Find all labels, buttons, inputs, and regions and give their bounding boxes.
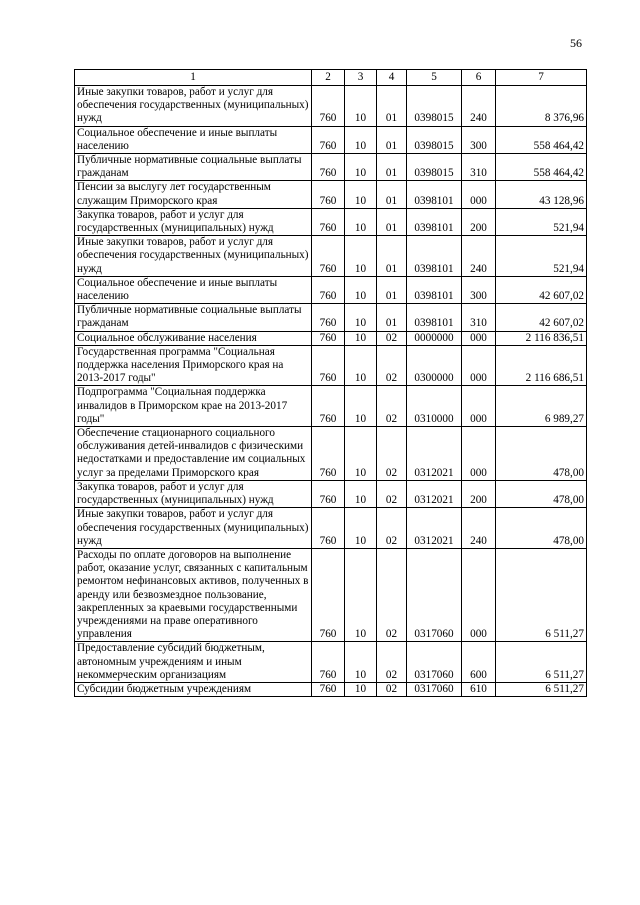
- table-row: [75, 548, 587, 641]
- row-code-6: 000: [462, 331, 496, 345]
- table-row: [75, 480, 587, 507]
- row-name: Социальное обслуживание населения: [75, 331, 312, 345]
- row-code-3: 10: [345, 480, 377, 507]
- table-row: [75, 386, 587, 427]
- header-col-2: 2: [312, 70, 345, 86]
- row-name: Закупка товаров, работ и услуг для государственных (муниципальных) нужд: [75, 208, 312, 235]
- header-col-6: 6: [462, 70, 496, 86]
- table-row: [75, 642, 587, 683]
- row-code-3: 10: [345, 304, 377, 331]
- row-code-6: 310: [462, 154, 496, 181]
- row-code-2: 760: [312, 304, 345, 331]
- row-code-2: 760: [312, 480, 345, 507]
- row-code-6: 240: [462, 508, 496, 549]
- row-code-5: 0310000: [407, 386, 462, 427]
- header-col-4: 4: [377, 70, 407, 86]
- row-code-3: 10: [345, 331, 377, 345]
- row-code-3: 10: [345, 236, 377, 277]
- row-code-2: 760: [312, 126, 345, 153]
- row-code-5: 0317060: [407, 682, 462, 696]
- row-amount: 478,00: [496, 427, 587, 481]
- row-amount: 521,94: [496, 236, 587, 277]
- row-amount: 558 464,42: [496, 154, 587, 181]
- row-code-3: 10: [345, 508, 377, 549]
- row-amount: 6 511,27: [496, 642, 587, 683]
- row-code-6: 000: [462, 427, 496, 481]
- table-row: [75, 181, 587, 208]
- row-amount: 2 116 686,51: [496, 345, 587, 386]
- row-code-5: 0398015: [407, 86, 462, 127]
- row-code-4: 02: [377, 642, 407, 683]
- row-name: Публичные нормативные социальные выплаты гражданам: [75, 304, 312, 331]
- table-row: [75, 427, 587, 481]
- row-code-3: 10: [345, 345, 377, 386]
- header-col-3: 3: [345, 70, 377, 86]
- row-name: Закупка товаров, работ и услуг для государственных (муниципальных) нужд: [75, 480, 312, 507]
- row-name: Расходы по оплате договоров на выполнение работ, оказание услуг, связанных с капитальным ремонтом нефинансовых активов, полученных в аренду или безвозмездное пользование, закрепленных за краевыми государственными учреждениями на праве оперативного управления: [75, 548, 312, 641]
- table-row: [75, 86, 587, 127]
- row-amount: 8 376,96: [496, 86, 587, 127]
- row-code-4: 02: [377, 508, 407, 549]
- row-code-2: 760: [312, 181, 345, 208]
- row-name: Иные закупки товаров, работ и услуг для обеспечения государственных (муниципальных) нужд: [75, 86, 312, 127]
- row-code-4: 02: [377, 548, 407, 641]
- row-code-2: 760: [312, 508, 345, 549]
- row-name: Подпрограмма "Социальная поддержка инвалидов в Приморском крае на 2013-2017 годы": [75, 386, 312, 427]
- row-code-6: 000: [462, 386, 496, 427]
- row-code-2: 760: [312, 208, 345, 235]
- row-code-2: 760: [312, 276, 345, 303]
- row-code-4: 01: [377, 304, 407, 331]
- row-code-4: 02: [377, 386, 407, 427]
- row-code-3: 10: [345, 386, 377, 427]
- row-code-3: 10: [345, 682, 377, 696]
- table-row: [75, 126, 587, 153]
- row-name: Иные закупки товаров, работ и услуг для обеспечения государственных (муниципальных) нужд: [75, 236, 312, 277]
- row-code-3: 10: [345, 181, 377, 208]
- table-row: [75, 304, 587, 331]
- row-code-3: 10: [345, 86, 377, 127]
- row-code-3: 10: [345, 548, 377, 641]
- row-code-4: 01: [377, 181, 407, 208]
- table-row: [75, 682, 587, 696]
- row-code-2: 760: [312, 345, 345, 386]
- row-code-2: 760: [312, 154, 345, 181]
- row-code-4: 01: [377, 86, 407, 127]
- row-code-2: 760: [312, 682, 345, 696]
- row-code-2: 760: [312, 236, 345, 277]
- row-code-6: 600: [462, 642, 496, 683]
- row-code-4: 01: [377, 208, 407, 235]
- row-code-2: 760: [312, 331, 345, 345]
- row-amount: 6 511,27: [496, 682, 587, 696]
- row-code-4: 01: [377, 236, 407, 277]
- budget-table: [74, 69, 587, 697]
- row-code-6: 240: [462, 86, 496, 127]
- row-name: Государственная программа "Социальная поддержка населения Приморского края на 2013-2017 годы": [75, 345, 312, 386]
- row-code-5: 0398101: [407, 181, 462, 208]
- row-code-2: 760: [312, 642, 345, 683]
- row-code-3: 10: [345, 126, 377, 153]
- header-col-1: 1: [75, 70, 312, 86]
- row-name: Предоставление субсидий бюджетным, автономным учреждениям и иным некоммерческим организациям: [75, 642, 312, 683]
- row-amount: 478,00: [496, 480, 587, 507]
- row-code-3: 10: [345, 427, 377, 481]
- row-code-6: 200: [462, 480, 496, 507]
- table-row: [75, 508, 587, 549]
- row-code-5: 0000000: [407, 331, 462, 345]
- row-code-5: 0398101: [407, 304, 462, 331]
- row-code-2: 760: [312, 86, 345, 127]
- row-amount: 521,94: [496, 208, 587, 235]
- row-amount: 558 464,42: [496, 126, 587, 153]
- page-number: 56: [570, 36, 582, 50]
- row-name: Обеспечение стационарного социального обслуживания детей-инвалидов с физическими недостатками и предоставление им социальных услуг за пределами Приморского края: [75, 427, 312, 481]
- row-code-2: 760: [312, 427, 345, 481]
- row-code-5: 0312021: [407, 427, 462, 481]
- row-code-6: 310: [462, 304, 496, 331]
- row-code-6: 000: [462, 181, 496, 208]
- table-row: [75, 154, 587, 181]
- row-code-5: 0398015: [407, 154, 462, 181]
- row-code-6: 000: [462, 548, 496, 641]
- row-code-5: 0398101: [407, 276, 462, 303]
- row-amount: 478,00: [496, 508, 587, 549]
- row-amount: 43 128,96: [496, 181, 587, 208]
- row-code-2: 760: [312, 548, 345, 641]
- row-code-3: 10: [345, 276, 377, 303]
- row-name: Публичные нормативные социальные выплаты гражданам: [75, 154, 312, 181]
- row-code-5: 0317060: [407, 642, 462, 683]
- row-code-5: 0312021: [407, 480, 462, 507]
- row-amount: 42 607,02: [496, 276, 587, 303]
- row-name: Субсидии бюджетным учреждениям: [75, 682, 312, 696]
- row-code-4: 02: [377, 345, 407, 386]
- row-code-4: 01: [377, 276, 407, 303]
- row-amount: 6 511,27: [496, 548, 587, 641]
- row-code-3: 10: [345, 642, 377, 683]
- header-col-7: 7: [496, 70, 587, 86]
- row-code-6: 300: [462, 276, 496, 303]
- row-amount: 2 116 836,51: [496, 331, 587, 345]
- row-code-4: 01: [377, 154, 407, 181]
- row-code-4: 02: [377, 682, 407, 696]
- row-code-5: 0312021: [407, 508, 462, 549]
- row-code-6: 240: [462, 236, 496, 277]
- row-amount: 42 607,02: [496, 304, 587, 331]
- row-name: Иные закупки товаров, работ и услуг для обеспечения государственных (муниципальных) нужд: [75, 508, 312, 549]
- row-code-5: 0300000: [407, 345, 462, 386]
- row-name: Социальное обеспечение и иные выплаты населению: [75, 126, 312, 153]
- row-code-6: 000: [462, 345, 496, 386]
- header-row: [75, 70, 587, 86]
- row-amount: 6 989,27: [496, 386, 587, 427]
- row-code-5: 0317060: [407, 548, 462, 641]
- row-code-5: 0398101: [407, 236, 462, 277]
- header-col-5: 5: [407, 70, 462, 86]
- row-name: Пенсии за выслугу лет государственным служащим Приморского края: [75, 181, 312, 208]
- table-row: [75, 236, 587, 277]
- row-code-5: 0398101: [407, 208, 462, 235]
- row-code-6: 200: [462, 208, 496, 235]
- table-row: [75, 208, 587, 235]
- row-code-6: 300: [462, 126, 496, 153]
- row-code-4: 02: [377, 480, 407, 507]
- row-code-4: 02: [377, 427, 407, 481]
- row-code-4: 02: [377, 331, 407, 345]
- row-code-2: 760: [312, 386, 345, 427]
- table-row: [75, 331, 587, 345]
- row-code-3: 10: [345, 154, 377, 181]
- row-name: Социальное обеспечение и иные выплаты населению: [75, 276, 312, 303]
- table-row: [75, 276, 587, 303]
- table-row: [75, 345, 587, 386]
- row-code-4: 01: [377, 126, 407, 153]
- row-code-6: 610: [462, 682, 496, 696]
- row-code-5: 0398015: [407, 126, 462, 153]
- row-code-3: 10: [345, 208, 377, 235]
